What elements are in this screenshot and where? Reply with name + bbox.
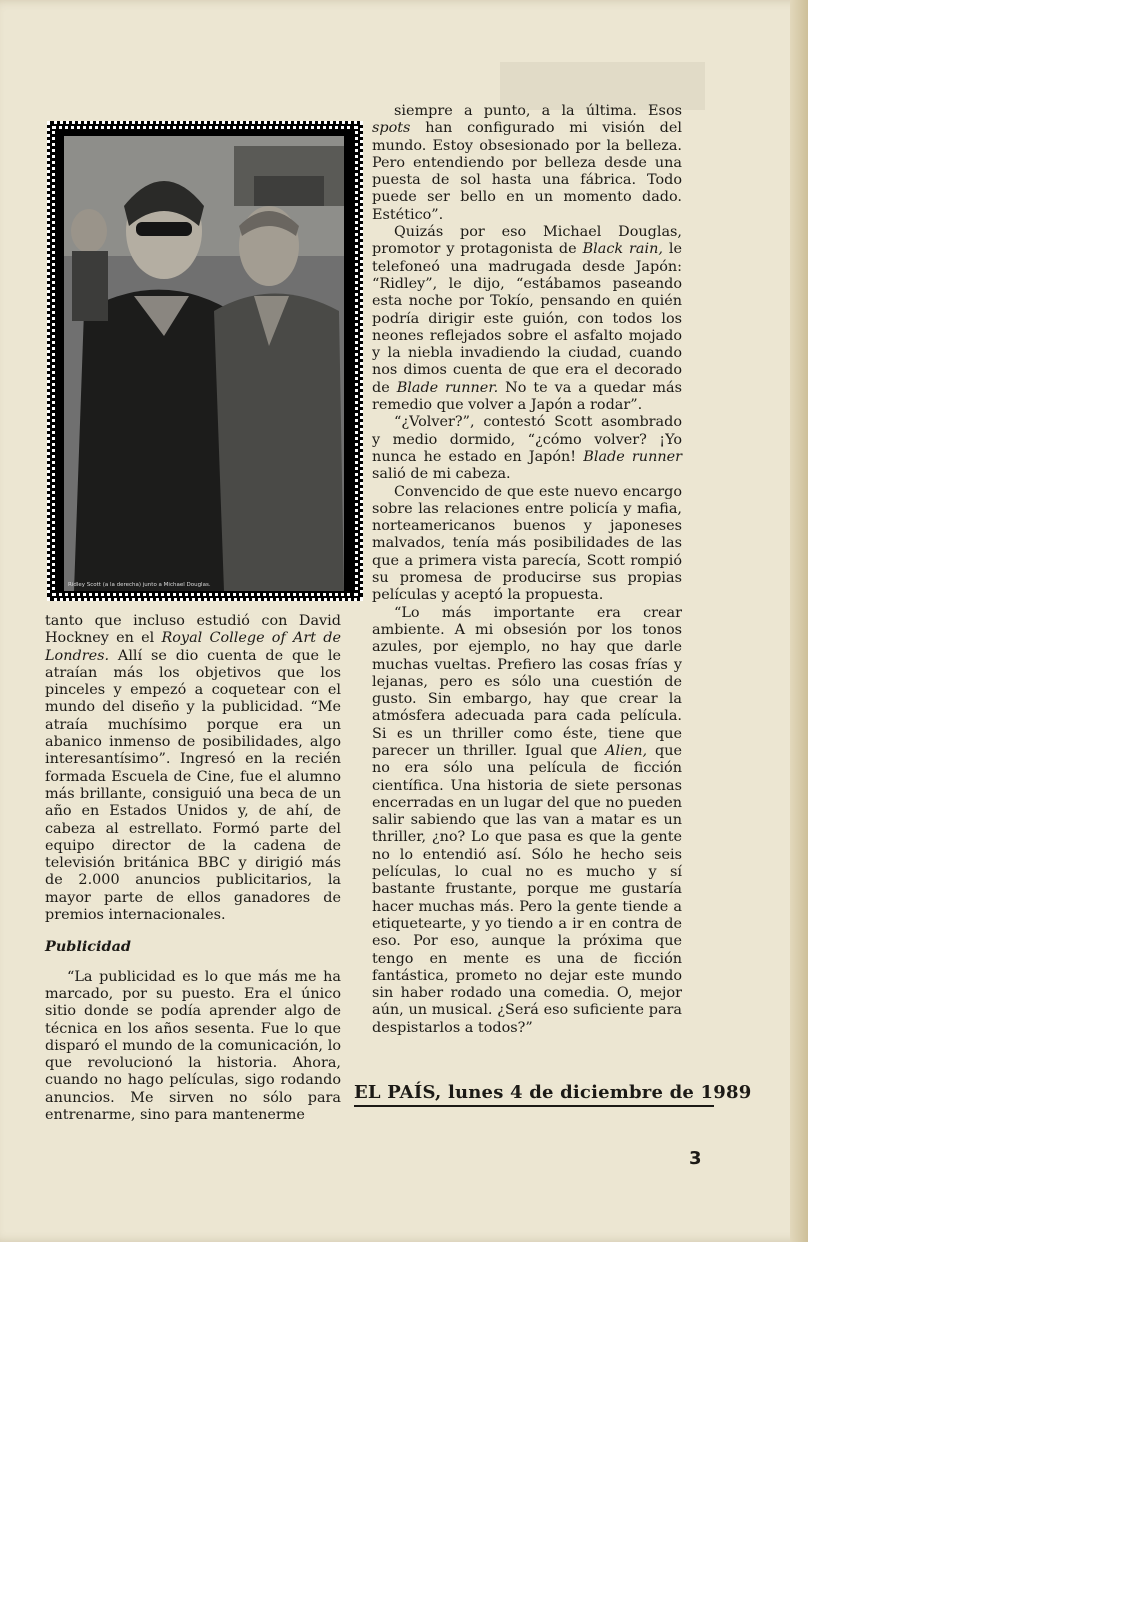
- photo-image: [64, 136, 344, 591]
- article-paragraph: “Lo más importante era crear ambiente. A mi obsesión por los tonos azules, por ejemplo, no hay que darle muchas vueltas. Prefiero las cosas frías y lejanas, pero es sólo una cuestión de gusto. Sin embargo, hay que crear la atmósfera adecuada para cada película. Si es un thriller como éste, tiene que parecer un thriller. Igual que Alien, que no era sólo una película de ficción científica. Una historia de siete personas encerradas en un lugar del que no pueden salir sabiendo que las van a matar es un thriller, ¿no? Lo que pasa es que la gente no lo entendió así. Sólo he hecho seis películas, lo cual no es mucho y sí bastante frustante, porque me gustaría hacer muchas más. Pero la gente tiende a etiquetearte, y yo tiendo a ir en contra de eso. Por eso, aunque la próxima que tengo en mente es una de ficción fantástica, prometo no dejar este mundo sin haber rodado una comedia. O, mejor aún, un musical. ¿Será eso suficiente para despistarlos a todos?”: [372, 604, 683, 1036]
- photo-caption: Ridley Scott (a la derecha) junto a Michael Douglas.: [68, 582, 211, 588]
- page-number: 3: [689, 1148, 702, 1169]
- article-column-left: [45, 613, 341, 1124]
- photo-ridley-scott-michael-douglas: [64, 136, 344, 591]
- photo-frame: [47, 121, 363, 601]
- article-paragraph: siempre a punto, a la última. Esos spots han configurado mi visión del mundo. Estoy obsesionado por la belleza. Pero entendiendo por belleza desde una puesta de sol hasta una fábrica. Todo puede ser bello en un momento dado. Estético”.: [372, 103, 682, 223]
- article-paragraph: tanto que incluso estudió con David Hockney en el Royal College of Art de Londres. Allí se dio cuenta de que le atraían más los objetivos que los pinceles y empezó a coquetear con el mundo del diseño y la publicidad. “Me atraía muchísimo porque era un abanico inmenso de posibilidades, algo interesantísimo”. Ingresó en la recién formada Escuela de Cine, fue el alumno más brillante, consiguió una beca de un año en Estados Unidos y, de ahí, de cabeza al estrellato. Formó parte del equipo director de la cadena de televisión británica BBC y dirigió más de 2.000 anuncios publicitarios, la mayor parte de ellos ganadores de premios internacionales.: [45, 613, 341, 924]
- article-paragraph: Convencido de que este nuevo encargo sobre las relaciones entre policía y mafia, norteamericanos buenos y japoneses malvados, tenía más posibilidades de las que a primera vista parecía, Scott rompió su promesa de producirse sus propias películas y aceptó la propuesta.: [372, 483, 682, 604]
- article-paragraph: “La publicidad es lo que más me ha marcado, por su puesto. Era el único sitio donde se podía aprender algo de técnica en los años sesenta. Fue lo que disparó el mundo de la comunicación, lo que revolucionó la historia. Ahora, cuando no hago películas, sigo rodando anuncios. Me sirven no sólo para entrenarme, sino para mantenerme: [45, 968, 341, 1124]
- page-edge: [790, 0, 808, 1242]
- article-paragraph: Quizás por eso Michael Douglas, promotor y protagonista de Black rain, le telefoneó una madrugada desde Japón: “Ridley”, le dijo, “estábamos paseando esta noche por Tokío, pensando en quién podría dirigir este guión, con todos los neones reflejados sobre el asfalto mojado y la niebla invadiendo la ciudad, cuando nos dimos cuenta de que era el decorado de Blade runner. No te va a quedar más remedio que volver a Japón a rodar”.: [372, 224, 682, 414]
- article-paragraph: “¿Volver?”, contestó Scott asombrado y medio dormido, “¿cómo volver? ¡Yo nunca he estado en Japón! Blade runner salió de mi cabeza.: [372, 414, 682, 483]
- dateline-footer: EL PAÍS, lunes 4 de diciembre de 1989: [354, 1082, 714, 1107]
- section-subhead: Publicidad: [45, 938, 131, 956]
- article-column-right: [372, 103, 682, 1037]
